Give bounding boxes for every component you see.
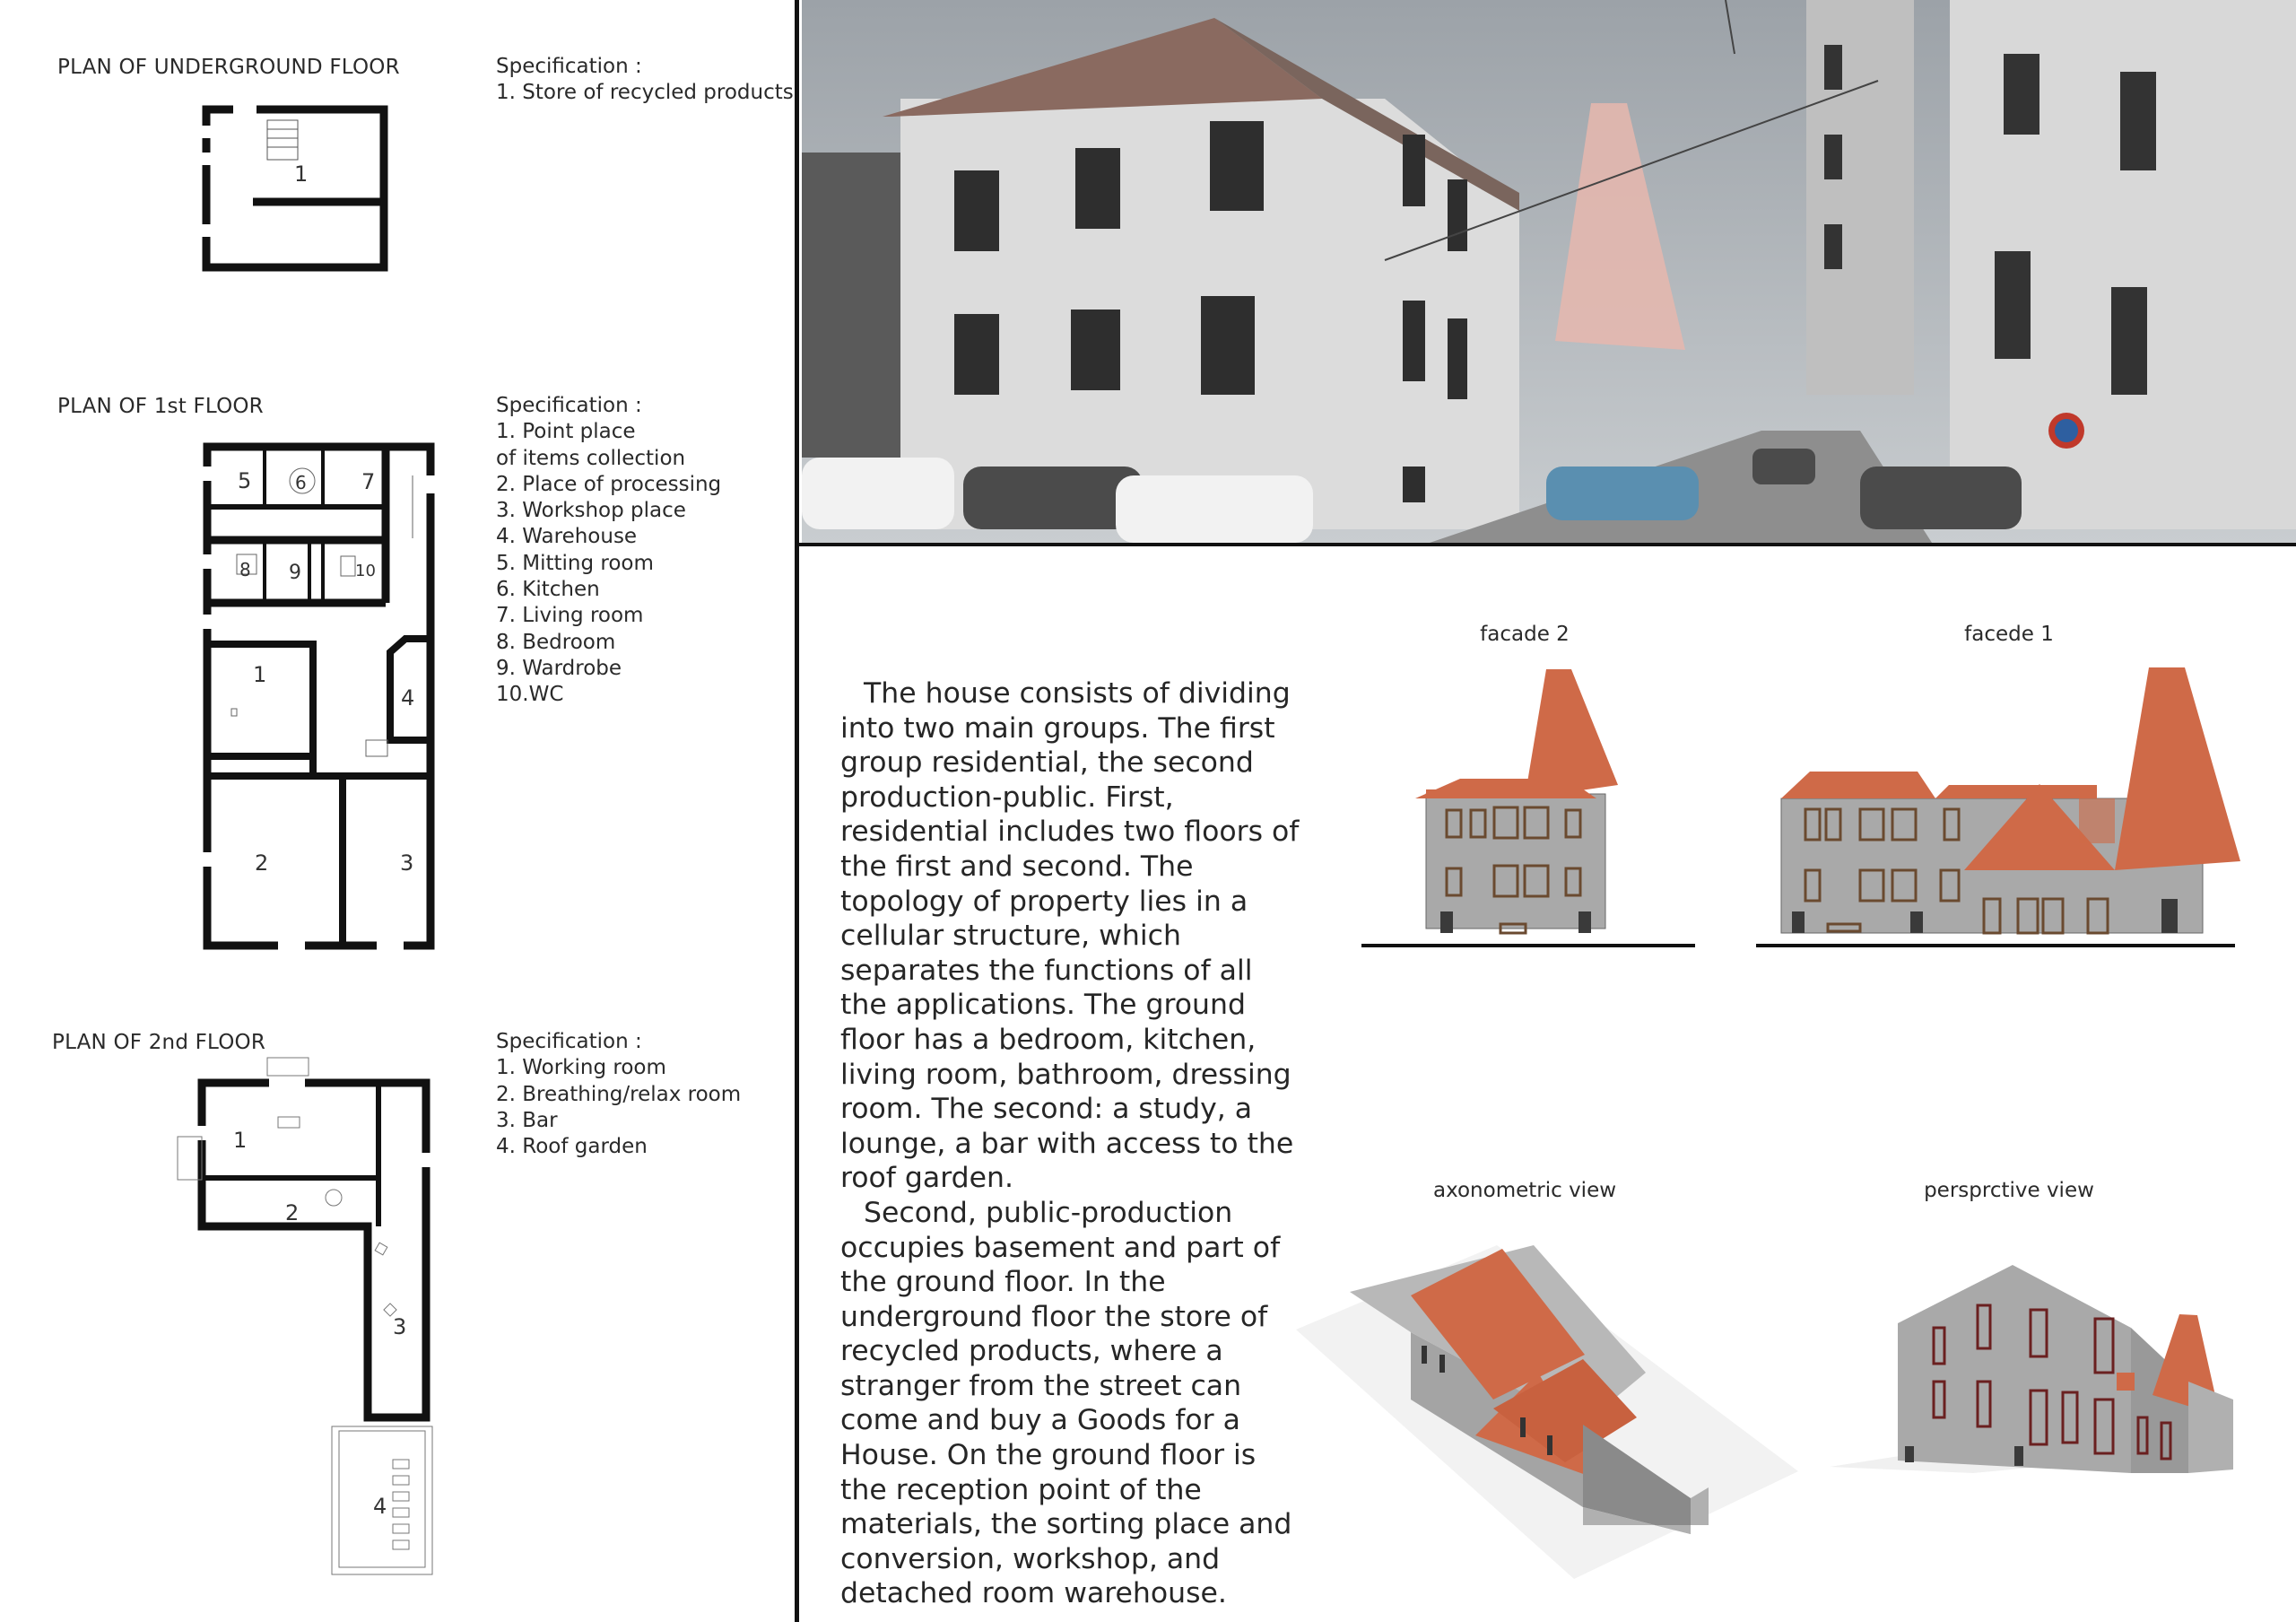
spec-item: 7. Living room — [496, 604, 644, 628]
underground-floor-plan — [197, 99, 404, 278]
vertical-divider — [795, 0, 799, 1622]
room-label: 10 — [355, 562, 376, 580]
spec-item: 3. Workshop place — [496, 499, 686, 523]
room-label: 1 — [294, 161, 309, 187]
spec-item: 4. Roof garden — [496, 1135, 648, 1159]
spec-item: 2. Breathing/relax room — [496, 1082, 742, 1106]
room-label: 7 — [361, 469, 376, 494]
facade1-drawing — [1756, 664, 2258, 951]
room-label: 6 — [295, 472, 307, 493]
first-floor-spec — [496, 393, 721, 709]
axonometric-caption: axonometric view — [1432, 1179, 1617, 1202]
spec-item: 5. Mitting room — [496, 551, 654, 575]
axonometric-drawing — [1296, 1238, 1798, 1588]
room-label: 9 — [289, 562, 301, 584]
perspective-caption: persprctive view — [1924, 1179, 2094, 1202]
spec-item: 4. Warehouse — [496, 525, 638, 549]
spec-item: 1. Point place — [496, 420, 636, 444]
spec-item: 3. Bar — [496, 1108, 558, 1132]
spec-item: 6. Kitchen — [496, 578, 600, 602]
spec-heading: Specification : — [496, 55, 642, 78]
room-label: 2 — [255, 850, 269, 876]
horizontal-divider — [799, 543, 2296, 546]
room-label: 1 — [233, 1128, 248, 1153]
room-label: 4 — [373, 1494, 387, 1519]
room-label: 3 — [393, 1314, 407, 1339]
spec-item: 9. Wardrobe — [496, 656, 622, 680]
first-floor-plan-title: PLAN OF 1st FLOOR — [57, 395, 264, 418]
description-paragraph: Second, public-production occupies basement and part of the ground floor. In the underground floor the store of recycled products, where a stranger from the street can come and buy a Goods for a House. On the ground floor is the reception point of the materials, the sorting place and conversion, workshop, and detached room warehouse. — [840, 1196, 1292, 1610]
spec-heading: Specification : — [496, 394, 642, 417]
spec-heading: Specification : — [496, 1030, 642, 1053]
spec-item: of items collection — [496, 446, 686, 470]
spec-item: 1. Working room — [496, 1056, 666, 1080]
facade1-caption: facede 1 — [1964, 623, 2054, 646]
underground-plan-title: PLAN OF UNDERGROUND FLOOR — [57, 56, 400, 79]
second-floor-plan-title: PLAN OF 2nd FLOOR — [52, 1031, 266, 1054]
spec-item: 10.WC — [496, 683, 564, 707]
spec-item: 8. Bedroom — [496, 630, 616, 654]
description-paragraph: The house consists of dividing into two main groups. The first group residential, the second production-public. First, residential includes two floors of the first and second. The topology of property lies in a cellular structure, which separates the functions of all the applications. The ground floor has a bedroom, kitchen, living room, bathroom, dressing room. The second: a study, a lounge, a bar with access to the roof garden. — [840, 677, 1300, 1195]
street-photo — [802, 0, 2296, 543]
underground-spec — [496, 54, 794, 107]
room-label: 4 — [401, 685, 415, 711]
second-floor-plan — [170, 1054, 439, 1592]
room-label: 3 — [400, 850, 414, 876]
facade2-drawing — [1361, 664, 1695, 951]
room-label: 5 — [238, 468, 252, 493]
room-label: 8 — [239, 559, 251, 580]
second-floor-spec — [496, 1029, 741, 1160]
facade2-caption: facade 2 — [1480, 623, 1570, 646]
room-label: 2 — [285, 1200, 300, 1225]
spec-item: 2. Place of processing — [496, 472, 722, 496]
description-text — [840, 676, 1307, 1611]
spec-item: 1. Store of recycled products — [496, 81, 794, 105]
perspective-drawing — [1821, 1238, 2251, 1525]
room-label: 1 — [253, 662, 267, 687]
first-floor-plan — [197, 440, 448, 951]
